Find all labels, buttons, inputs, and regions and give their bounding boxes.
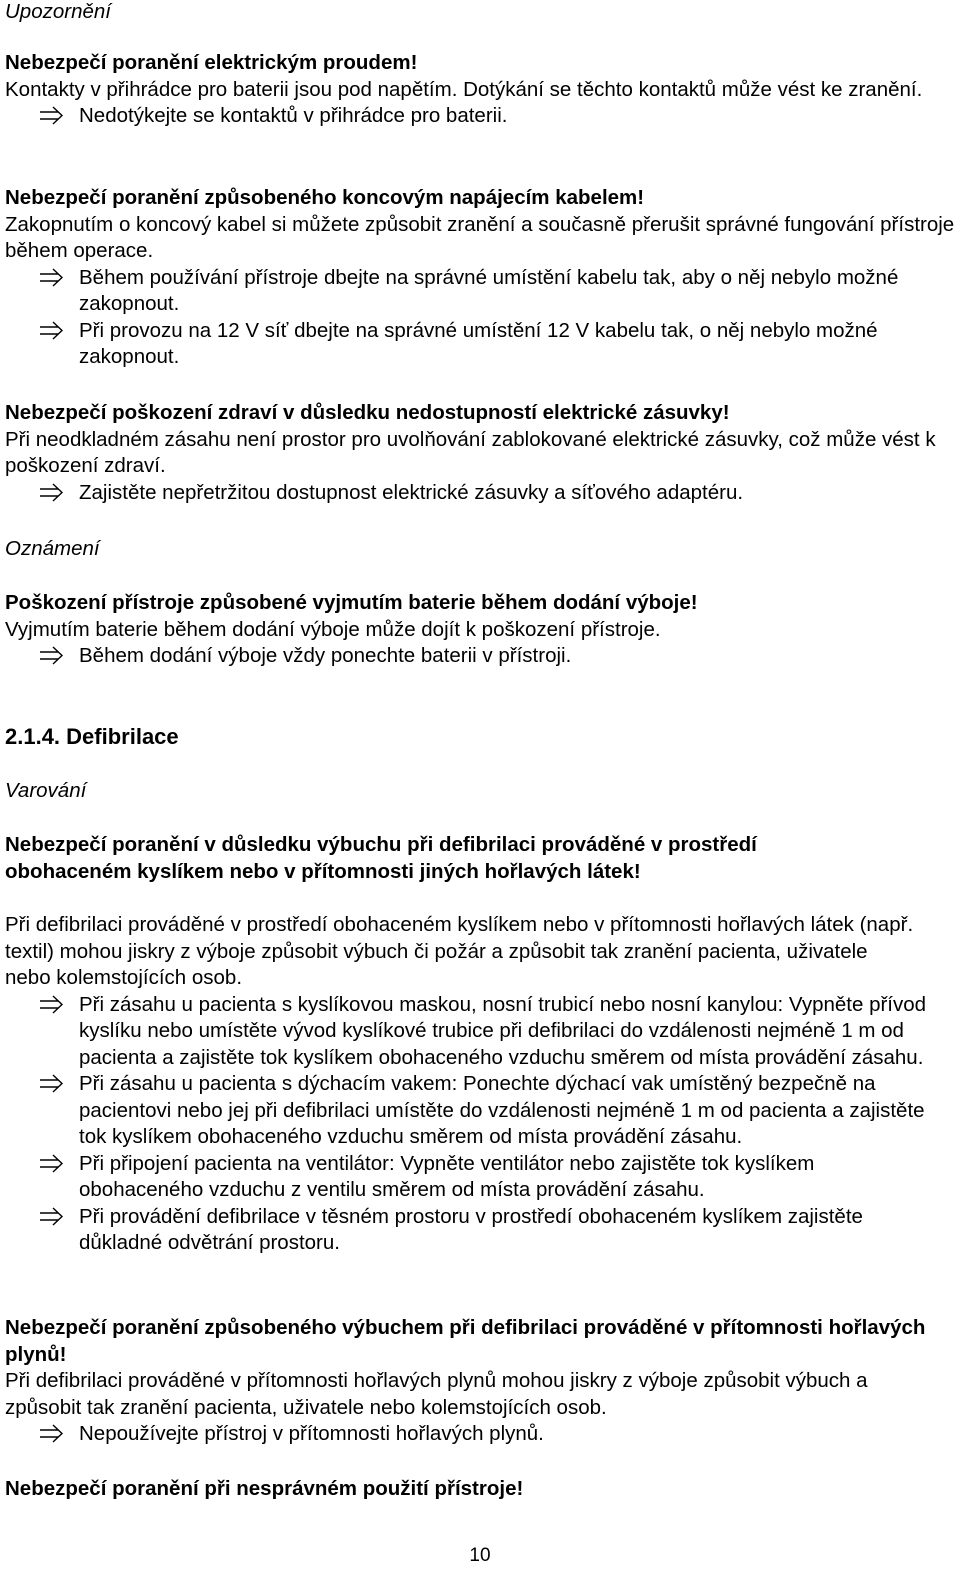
bullet-text: Při provádění defibrilace v těsném prostoru v prostředí obohaceném kyslíkem zajistěte důkladné odvětrání prostoru. — [79, 1204, 863, 1254]
notice-heading-upozorneni: Upozornění — [5, 0, 111, 23]
warning-block-electric — [5, 50, 955, 130]
notice-heading-varovani: Varování — [5, 779, 87, 802]
implies-arrow-icon — [38, 992, 66, 1018]
warning-text: Při defibrilaci prováděné v prostředí obohaceném kyslíkem nebo v přítomnosti hořlavých látek (např. textil) mohou jiskry z výboje způsobit výbuch či požár a způsobit tak zranění pacienta, uživatele nebo kolemstojících osob. — [5, 913, 914, 989]
bullet-text: Nepoužívejte přístroj v přítomnosti hořlavých plynů. — [79, 1422, 544, 1445]
implies-arrow-icon — [38, 265, 66, 291]
instruction-bullet — [5, 480, 955, 507]
bullet-text: Během používání přístroje dbejte na správné umístění kabelu tak, aby o něj nebylo možné zakopnout. — [79, 265, 899, 315]
warning-title: Nebezpečí poranění způsobeného výbuchem při defibrilaci prováděné v přítomnosti hořlavých plynů! — [5, 1316, 926, 1366]
bullet-text: Při zásahu u pacienta s dýchacím vakem: Ponechte dýchací vak umístěný bezpečně na pacientovi nebo jej při defibrilaci umístěte do vzdálenosti nejméně 1 m od pacienta a zajistěte tok kyslíkem obohaceného vzduchu směrem od místa provádění zásahu. — [79, 1072, 925, 1148]
warning-block-cable — [5, 185, 955, 371]
bullet-text: Při připojení pacienta na ventilátor: Vypněte ventilátor nebo zajistěte tok kyslíkem obohaceného vzduchu z ventilu směrem od místa provádění zásahu. — [79, 1151, 815, 1201]
implies-arrow-icon — [38, 643, 66, 669]
instruction-bullet — [5, 1151, 909, 1204]
instruction-bullet — [5, 265, 955, 318]
notice-heading-oznameni: Oznámení — [5, 537, 100, 560]
instruction-bullet — [5, 103, 955, 130]
bullet-text: Zajistěte nepřetržitou dostupnost elektrické zásuvky a síťového adaptéru. — [79, 480, 744, 504]
notice-title: Poškození přístroje způsobené vyjmutím baterie během dodání výboje! — [5, 591, 698, 614]
bullet-text: Při provozu na 12 V síť dbejte na správné umístění 12 V kabelu tak, o něj nebylo možné zakopnout. — [79, 318, 878, 368]
implies-arrow-icon — [38, 103, 66, 129]
warning-title: Nebezpečí poranění v důsledku výbuchu při defibrilaci prováděné v prostředí obohaceném kyslíkem nebo v přítomnosti jiných hořlavých látek! — [5, 833, 757, 883]
page-number: 10 — [469, 1545, 491, 1566]
instruction-bullet — [5, 643, 955, 670]
instruction-bullet — [5, 1071, 955, 1151]
instruction-bullet — [5, 1204, 889, 1257]
warning-title: Nebezpečí poškození zdraví v důsledku nedostupností elektrické zásuvky! — [5, 401, 730, 424]
notice-text: Vyjmutím baterie během dodání výboje může dojít k poškození přístroje. — [5, 617, 661, 641]
warning-block-gases — [5, 1315, 955, 1448]
section-heading: 2.1.4. Defibrilace — [5, 724, 179, 749]
implies-arrow-icon — [38, 1204, 66, 1230]
instruction-bullet — [5, 992, 955, 1072]
warning-text: Při neodkladném zásahu není prostor pro uvolňování zablokované elektrické zásuvky, což může vést k poškození zdraví. — [5, 427, 936, 477]
warning-text: Při defibrilaci prováděné v přítomnosti hořlavých plynů mohou jiskry z výboje způsobit výbuch a způsobit tak zranění pacienta, uživatele nebo kolemstojících osob. — [5, 1369, 868, 1419]
implies-arrow-icon — [38, 318, 66, 344]
implies-arrow-icon — [38, 480, 66, 506]
bullet-text: Nedotýkejte se kontaktů v přihrádce pro baterii. — [79, 104, 508, 127]
implies-arrow-icon — [38, 1151, 66, 1177]
warning-title-misuse: Nebezpečí poranění při nesprávném použití přístroje! — [5, 1477, 524, 1500]
warning-block-socket — [5, 400, 955, 506]
warning-text: Zakopnutím o koncový kabel si můžete způsobit zranění a současně přerušit správné fungování přístroje během operace. — [5, 212, 955, 262]
warning-block-oxygen — [5, 832, 955, 1257]
implies-arrow-icon — [38, 1071, 66, 1097]
instruction-bullet — [5, 1421, 955, 1448]
instruction-bullet — [5, 318, 955, 371]
warning-title: Nebezpečí poranění způsobeného koncovým napájecím kabelem! — [5, 186, 645, 209]
bullet-text: Při zásahu u pacienta s kyslíkovou maskou, nosní trubicí nebo nosní kanylou: Vypněte přívod kyslíku nebo umístěte vývod kyslíkové trubice při defibrilaci do vzdálenosti nejméně 1 m od pacienta a zajistěte tok kyslíkem obohaceného vzduchu směrem od místa provádění zásahu. — [79, 992, 927, 1069]
bullet-text: Během dodání výboje vždy ponechte baterii v přístroji. — [79, 644, 572, 667]
notice-block-battery — [5, 590, 955, 670]
warning-text: Kontakty v přihrádce pro baterii jsou pod napětím. Dotýkání se těchto kontaktů může vést ke zranění. — [5, 77, 923, 101]
warning-title: Nebezpečí poranění elektrickým proudem! — [5, 51, 418, 74]
implies-arrow-icon — [38, 1421, 66, 1447]
